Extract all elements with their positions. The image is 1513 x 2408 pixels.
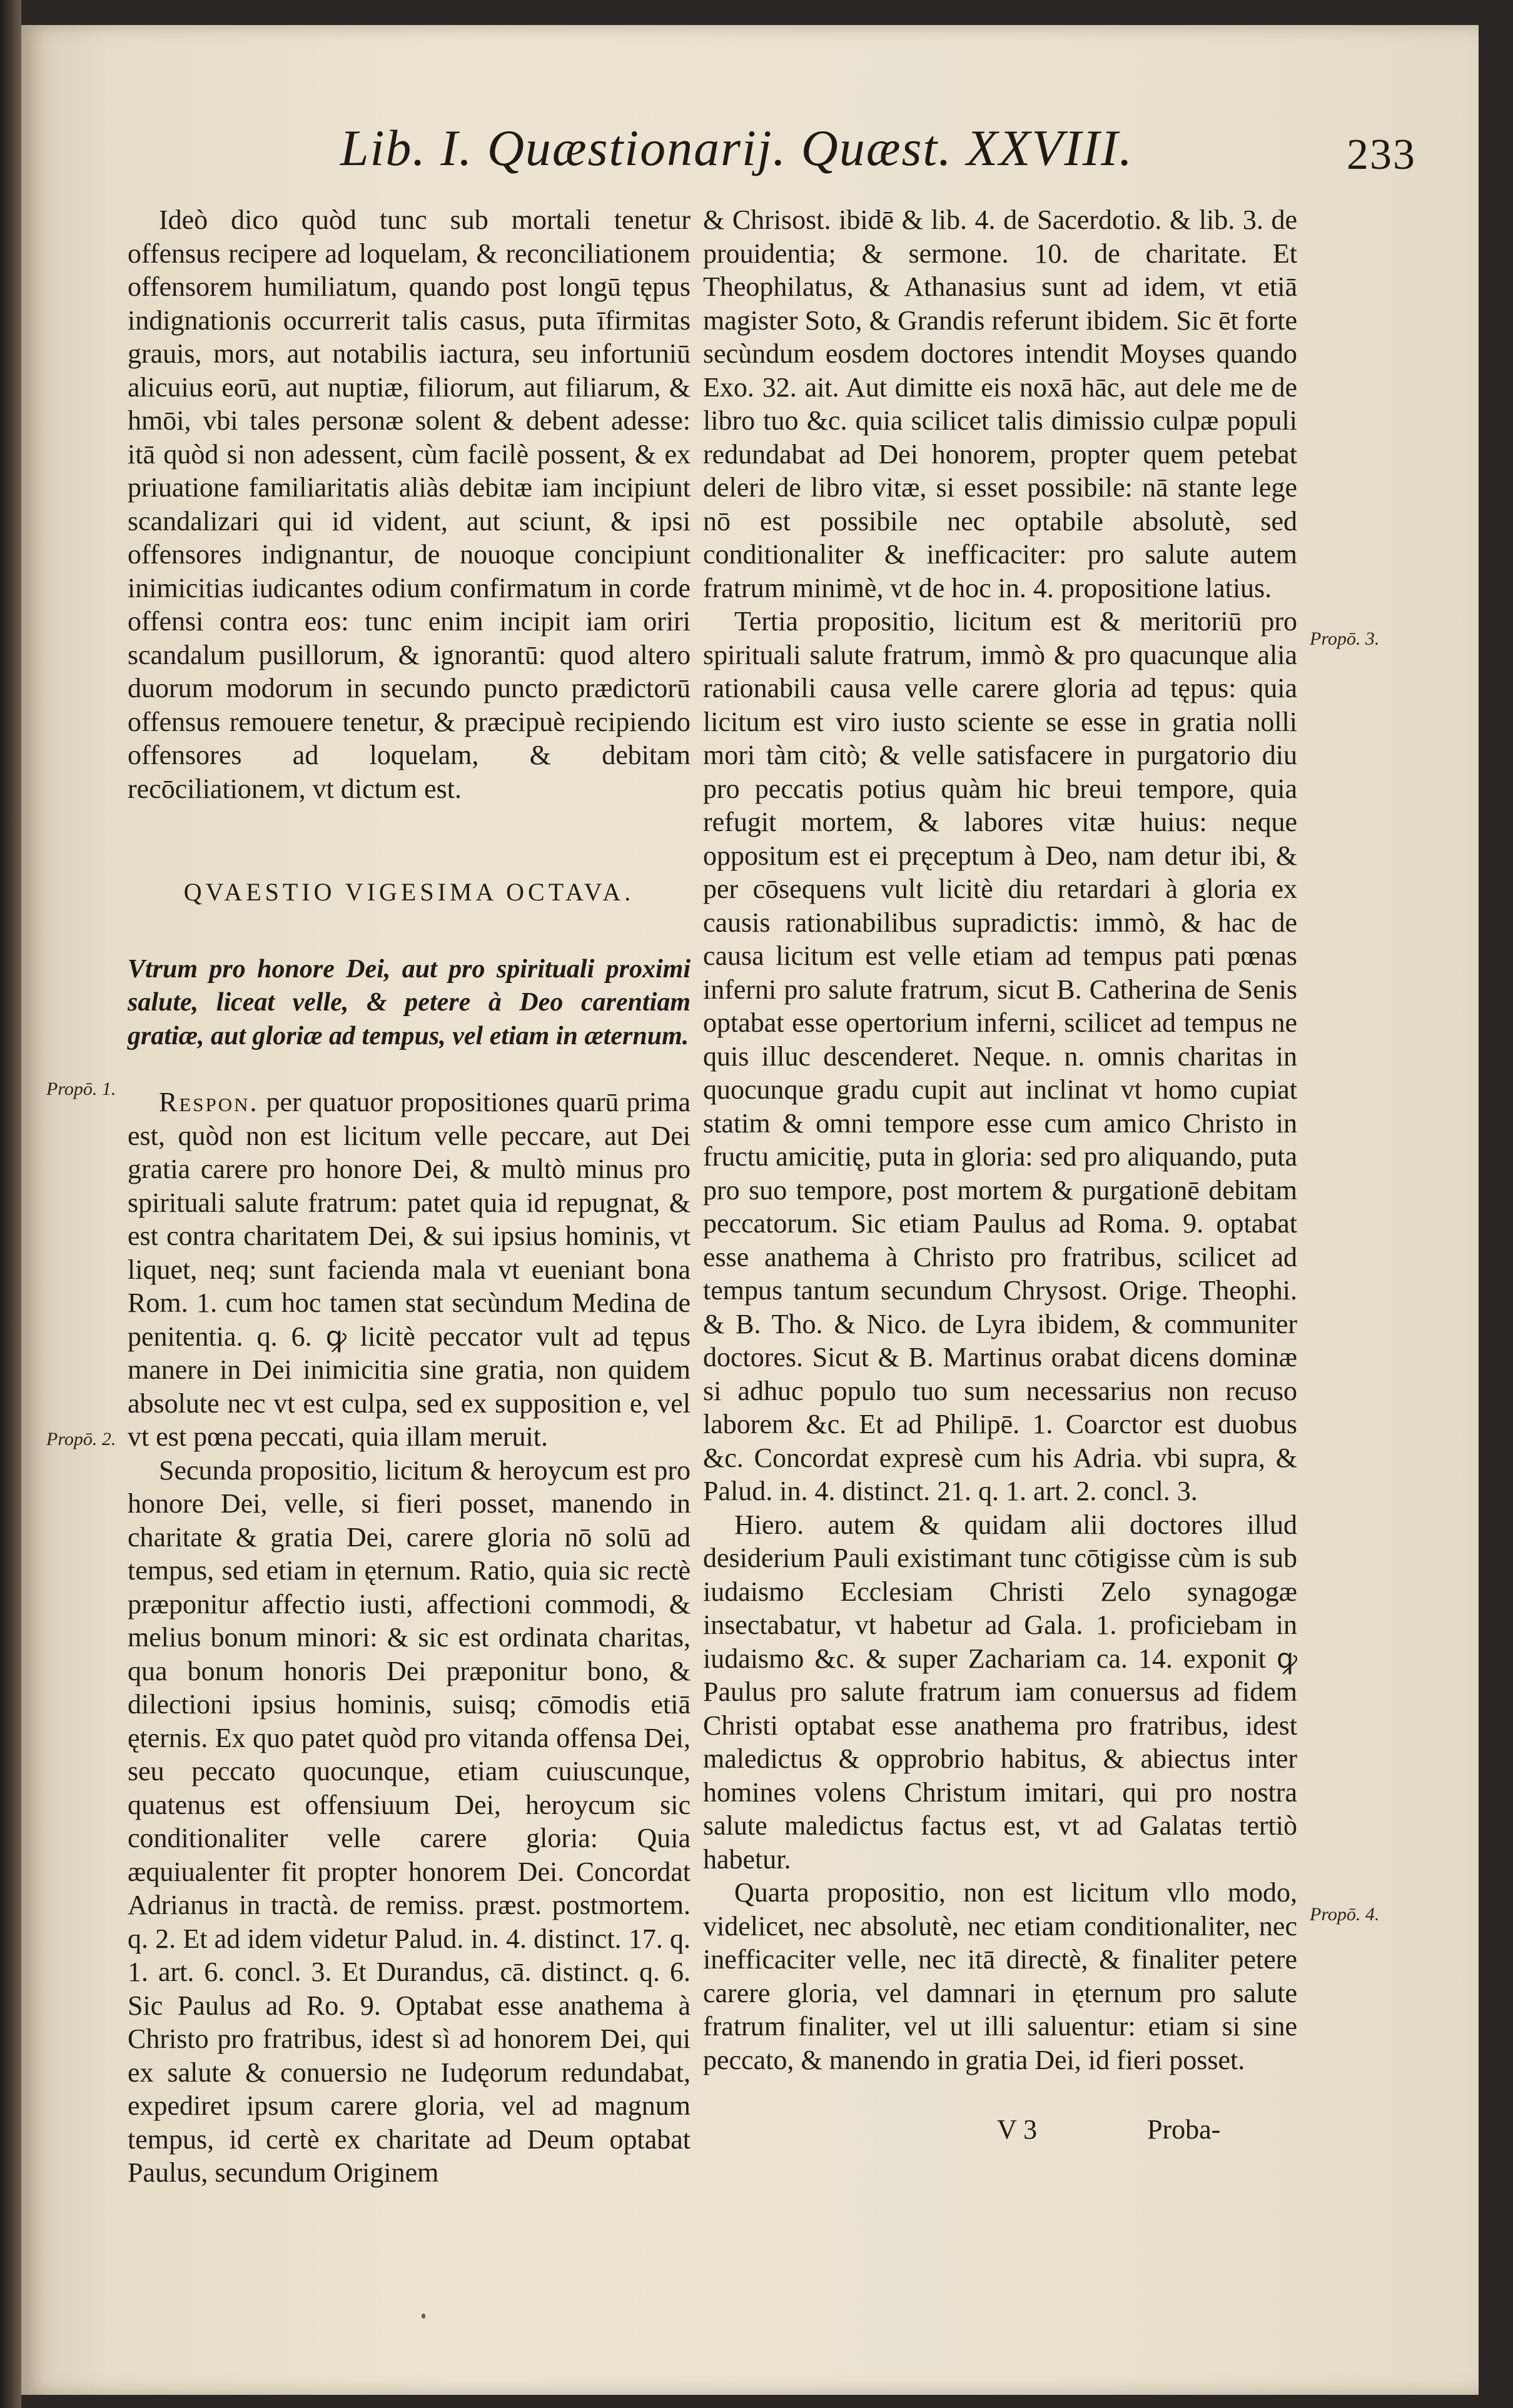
previous-page-edge: [0, 0, 21, 2408]
paragraph: Hiero. autem & quidam alii doctores illud desiderium Pauli existimant tunc cōtigisse cùm is sub iudaismo Ecclesiam Christi Zelo synagogæ insectabatur, vt habetur ad Gala. 1. proficiebam in iudaismo &c. & super Zachariam ca. 14. exponit ꝙ Paulus pro salute fratrum iam conuersus ad fidem Christi optabat esse anathema pro fratribus, idest maledictus & opprobrio habitus, & abiectus inter homines volens Christum imitari, qui pro nostra salute maledictus factus est, vt ad Galatas tertiò habetur.: [703, 1509, 1297, 1875]
running-header: [340, 119, 1416, 188]
book-page: [21, 25, 1479, 2395]
signature-mark: V 3: [997, 2114, 1037, 2145]
question-title: Vtrum pro honore Dei, aut pro spirituali proximi salute, liceat velle, & petere à Deo carentiam gratiæ, aut gloriæ ad tempus, vel etiam in æternum.: [128, 954, 691, 1050]
paragraph: Quarta propositio, non est licitum vllo modo, videlicet, nec absolutè, nec etiam conditionaliter, nec inefficaciter velle, nec itā directè, & finaliter petere carere gloria, vel damnari in ęternum pro salute fratrum finaliter, vel ut illi saluentur: etiam si sine peccato, & manendo in gratia Dei, id fieri posset.: [703, 1877, 1297, 2075]
right-column: [703, 203, 1297, 2077]
catchword: Proba-: [1147, 2114, 1221, 2145]
left-column: [128, 203, 691, 2190]
paragraph: [128, 1086, 691, 1454]
page-number: 233: [1347, 131, 1416, 179]
margin-note-propo-1: Propō. 1.: [46, 1079, 116, 1099]
paragraph: Ideò dico quòd tunc sub mortali tenetur offensus recipere ad loquelam, & reconciliationem offensorem humiliatum, quando post longū tępus indignationis occurrerit talis casus, puta īfirmitas grauis, mors, aut notabilis iactura, seu infortuniū alicuius eorū, aut nuptiæ, filiorum, aut filiarum, & hmōi, vbi tales personæ solent & debent adesse: itā quòd si non adessent, cùm facilè possent, & ex priuatione familiaritatis aliàs debitæ iam incipiunt scandalizari qui id vident, aut sciunt, & ipsi offensores indignantur, de nouoque concipiunt inimicitias iudicantes odium confirmatum in corde offensi contra eos: tunc enim incipit iam oriri scandalum pusillorum, & ignorantū: quod altero duorum modorum in secundo puncto prædictorū offensus remouere tenetur, & præcipuè recipiendo offensores ad loquelam, & debitam recōciliationem, vt dictum est.: [128, 204, 691, 804]
paragraph: & Chrisost. ibidē & lib. 4. de Sacerdotio. & lib. 3. de prouidentia; & sermone. 10. de charitate. Et Theophilatus, & Athanasius sunt ad idem, vt etiā magister Soto, & Grandis referunt ibidem. Sic ēt forte secùndum eosdem doctores intendit Moyses quando Exo. 32. ait. Aut dimitte eis noxā hāc, aut dele me de libro tuo &c. quia scilicet talis dimissio culpæ populi redundabat ad Dei honorem, propter quem petebat deleri de libro vitæ, si esset possibile: nā stante lege nō est possibile nec optabile absolutè, sed conditionaliter & inefficaciter: pro salute autem fratrum minimè, vt de hoc in. 4. propositione latius.: [703, 204, 1297, 603]
paragraph-text: per quatuor propositiones quarū prima est, quòd non est licitum velle peccare, aut Dei gratia carere pro honore Dei, & multò minus pro spirituali salute fratrum: patet quia id repugnat, & est contra charitatem Dei, & sui ipsius hominis, vt liquet, neq; sunt facienda mala vt eueniant bona Rom. 1. cum hoc tamen stat secùndum Medina de penitentia. q. 6. ꝙ licitè peccator vult ad tępus manere in Dei inimicitia sine gratia, non quidem absolute nec vt est culpa, sed ex supposition e, vel vt est pœna peccati, quia illam meruit.: [128, 1087, 691, 1452]
paragraph: Tertia propositio, licitum est & meritoriū pro spirituali salute fratrum, immò & pro quacunque alia rationabili causa velle carere gloria ad tępus: quia licitum est viro iusto sciente se esse in gratia nolli mori tàm citò; & velle satisfacere in purgatorio diu pro peccatis potius quàm hic breui tempore, quia refugit mortem, & labores vitæ huius: neque oppositum est ei pręceptum à Deo, nam detur ibi, & per cōsequens vult licitè diu retardari à gloria ex causis rationabilibus supradictis: immò, & hac de causa licitum est velle etiam ad tempus pati pœnas inferni pro salute fratrum, sicut B. Catherina de Senis optabat esse opertorium inferni, scilicet ad tempus ne quis illuc descenderet. Neque. n. omnis charitas in quocunque gradu cupit aut inclinat vt homo cupiat statim & omni tempore esse cum amico Christo in fructu amicitię, puta in gloria: sed pro aliquando, puta pro suo tempore, post mortem & purgationē debitam peccatorum. Sic etiam Paulus ad Roma. 9. optabat esse anathema à Christo pro fratribus, scilicet ad tempus tantum secundum Chrysost. Orige. Theophi. & B. Tho. & Nico. de Lyra ibidem, & communiter doctores. Sicut & B. Martinus orabat dicens dominæ si adhuc populo tuo sum necessarius non recuso laborem &c. Et ad Philipē. 1. Coarctor est duobus &c. Concordat expresè cum his Adria. vbi supra, & Palud. in. 4. distinct. 21. q. 1. art. 2. concl. 3.: [703, 606, 1297, 1506]
question-heading: QVAESTIO VIGESIMA OCTAVA.: [183, 878, 635, 906]
margin-note-propo-4: Propō. 4.: [1310, 1904, 1380, 1925]
paragraph: Secunda propositio, licitum & heroycum est pro honore Dei, velle, si fieri posset, manendo in charitate & gratia Dei, carere gloria nō solū ad tempus, sed etiam in ęternum. Ratio, quia sic rectè præponitur affectio iusti, affectioni commodi, & melius bonum minori: & sic est ordinata charitas, qua bonum honoris Dei præponitur bono, & dilectioni ipsius hominis, suisq; cōmodis etiā ęternis. Ex quo patet quòd pro vitanda offensa Dei, seu peccato quocunque, etiam cuiuscunque, quatenus est offensiuum Dei, heroycum sic conditionaliter velle carere gloria: Quia æquiualenter fit propter honorem Dei. Concordat Adrianus in tractà. de remiss. præst. postmortem. q. 2. Et ad idem videtur Palud. in. 4. distinct. 17. q. 1. art. 6. concl. 3. Et Durandus, cā. distinct. q. 6. Sic Paulus ad Ro. 9. Optabat esse anathema à Christo pro fratribus, idest sì ad honorem Dei, qui ex salute & conuersio ne Iudęorum redundabat, expediret ipsum carere gloria, vel ad magnum tempus, id certè ex charitate ad Deum optabat Paulus, secundum Originem: [128, 1454, 691, 2188]
margin-note-propo-2: Propō. 2.: [46, 1429, 116, 1449]
running-title: Lib. I. Quæstionarij. Quæst. XXVIII.: [340, 119, 1133, 176]
ink-speck: [422, 2314, 425, 2319]
margin-note-propo-3: Propō. 3.: [1310, 628, 1380, 649]
respon-label: Respon.: [159, 1087, 259, 1117]
